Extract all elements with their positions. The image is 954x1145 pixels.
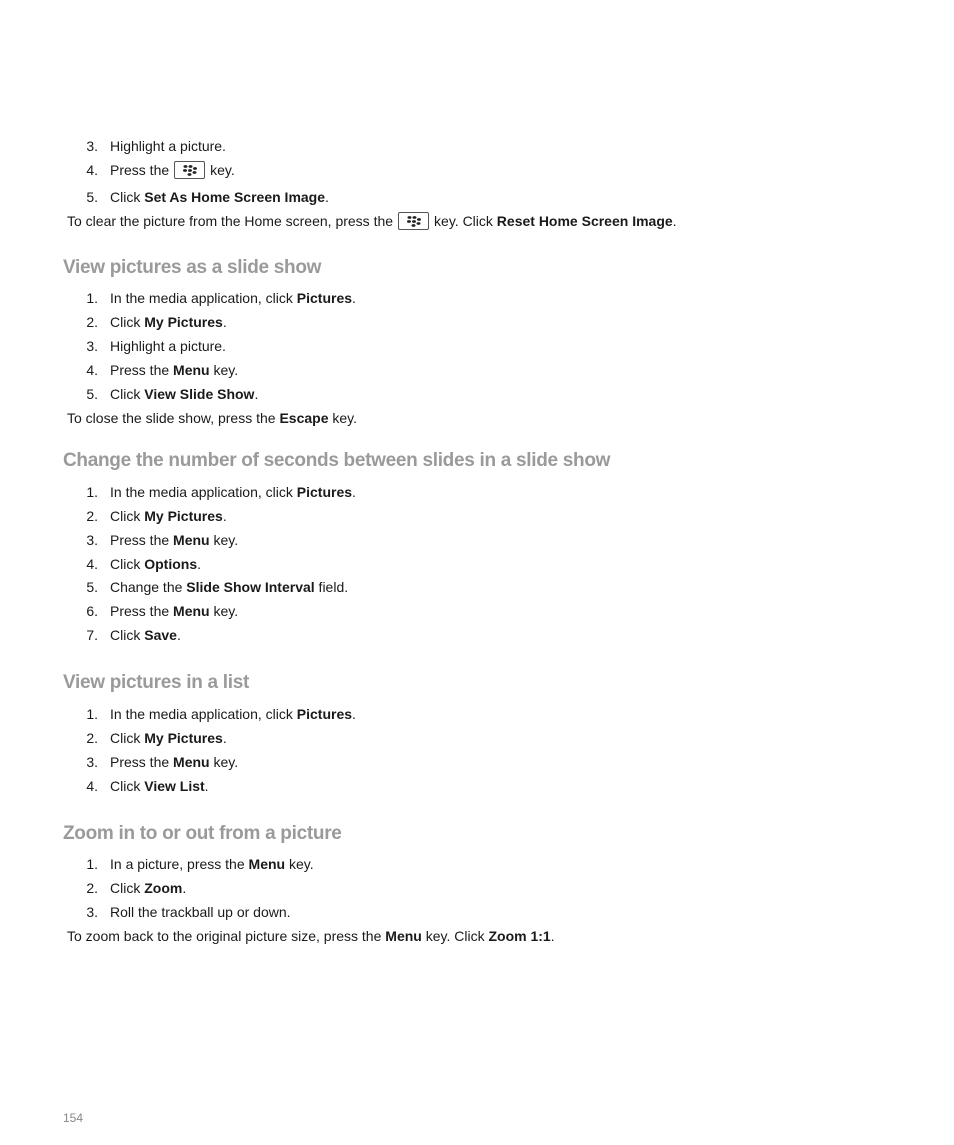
- step-text-pre: Press the: [110, 162, 170, 178]
- ui-label: Pictures: [296, 706, 353, 722]
- step-text-pre: Click: [110, 556, 145, 572]
- ui-label: Menu: [173, 532, 210, 548]
- step-text-pre: Press the: [110, 603, 174, 619]
- ui-label: My Pictures: [144, 314, 223, 330]
- step-text: [110, 728, 227, 748]
- step-text: [110, 482, 356, 502]
- ui-label: Pictures: [296, 484, 353, 500]
- ui-label: Zoom 1:1: [488, 928, 551, 944]
- step-text-pre: Click: [110, 778, 145, 794]
- note-pre: To clear the picture from the Home screen, press the: [67, 213, 394, 229]
- step-number: 4.: [86, 778, 98, 794]
- step-text: Highlight a picture.: [110, 138, 226, 154]
- step-text-pre: Click: [110, 508, 145, 524]
- step-text: [110, 776, 209, 796]
- step-text-pre: In the media application, click: [110, 706, 297, 722]
- step-number: 6.: [86, 603, 98, 619]
- step-number: 2.: [86, 314, 98, 330]
- step-text: [110, 878, 186, 898]
- step-text: [110, 160, 235, 180]
- step-text-post: key.: [210, 162, 235, 178]
- ui-label: Set As Home Screen Image: [144, 189, 326, 205]
- note-pre: To zoom back to the original picture size, press the: [67, 928, 386, 944]
- step-text: [110, 577, 348, 597]
- step-number: 3.: [86, 138, 98, 154]
- step-text-post: .: [176, 627, 181, 643]
- intro-note: [67, 211, 677, 231]
- note-post: .: [672, 213, 677, 229]
- ui-label: View List: [144, 778, 205, 794]
- step-number: 4.: [86, 556, 98, 572]
- ui-label: Menu: [248, 856, 286, 872]
- step-text-pre: Press the: [110, 362, 174, 378]
- ui-label: Options: [144, 556, 198, 572]
- step-text-post: .: [352, 290, 356, 306]
- note-post: .: [550, 928, 555, 944]
- step-text-post: .: [222, 508, 227, 524]
- step-text-post: .: [197, 556, 202, 572]
- ui-label: Menu: [385, 928, 422, 944]
- step-text-pre: In a picture, press the: [110, 856, 249, 872]
- step-number: 5.: [86, 386, 98, 402]
- ui-label: My Pictures: [144, 730, 223, 746]
- step-number: 5.: [86, 189, 98, 205]
- step-text-pre: Click: [110, 730, 145, 746]
- step-text-pre: Click: [110, 314, 145, 330]
- step-text-post: .: [352, 484, 356, 500]
- ui-label: View Slide Show: [144, 386, 255, 402]
- section-heading-slide-show: View pictures as a slide show: [63, 257, 322, 278]
- step-text: [110, 360, 238, 380]
- ui-label: Menu: [173, 362, 210, 378]
- step-number: 2.: [86, 508, 98, 524]
- step-text-post: .: [325, 189, 329, 205]
- step-number: 1.: [86, 706, 98, 722]
- step-text-post: key.: [209, 603, 239, 619]
- step-number: 4.: [86, 162, 98, 178]
- step-text-post: key.: [209, 362, 239, 378]
- step-text-pre: In the media application, click: [110, 484, 297, 500]
- step-text: [110, 530, 238, 550]
- blackberry-menu-key-icon: [398, 212, 429, 230]
- step-text-post: key.: [209, 754, 239, 770]
- note-mid: key. Click: [421, 928, 489, 944]
- step-text: [110, 384, 258, 404]
- step-text-post: .: [254, 386, 259, 402]
- step-text-pre: Click: [110, 189, 145, 205]
- ui-label: My Pictures: [144, 508, 223, 524]
- step-text-pre: Press the: [110, 532, 174, 548]
- step-text: Roll the trackball up or down.: [110, 904, 291, 920]
- step-text-pre: Click: [110, 627, 145, 643]
- ui-label: Menu: [173, 754, 210, 770]
- step-number: 1.: [86, 856, 98, 872]
- step-text-pre: In the media application, click: [110, 290, 297, 306]
- page-number: 154: [63, 1111, 84, 1125]
- step-text-pre: Click: [110, 880, 145, 896]
- step-number: 2.: [86, 880, 98, 896]
- step-text-pre: Press the: [110, 754, 174, 770]
- step-text: [110, 554, 201, 574]
- section-note: [67, 408, 357, 428]
- step-text: [110, 187, 329, 207]
- blackberry-menu-key-icon: [174, 161, 205, 179]
- step-text: [110, 854, 314, 874]
- note-mid: key. Click: [434, 213, 497, 229]
- step-text: [110, 312, 227, 332]
- note-pre: To close the slide show, press the: [67, 410, 280, 426]
- step-text: [110, 288, 356, 308]
- step-text: [110, 704, 356, 724]
- step-text: [110, 601, 238, 621]
- step-text-post: .: [182, 880, 187, 896]
- ui-label: Pictures: [296, 290, 353, 306]
- section-heading-list-view: View pictures in a list: [63, 672, 249, 693]
- ui-label: Slide Show Interval: [186, 579, 315, 595]
- step-number: 3.: [86, 904, 98, 920]
- step-number: 1.: [86, 484, 98, 500]
- ui-label: Zoom: [144, 880, 183, 896]
- ui-label: Menu: [173, 603, 210, 619]
- step-number: 3.: [86, 338, 98, 354]
- step-text-post: .: [352, 706, 356, 722]
- step-text-pre: Click: [110, 386, 145, 402]
- step-number: 7.: [86, 627, 98, 643]
- step-text: [110, 625, 181, 645]
- ui-label: Escape: [279, 410, 329, 426]
- section-heading-zoom: Zoom in to or out from a picture: [63, 823, 342, 844]
- note-post: key.: [328, 410, 358, 426]
- step-text-pre: Change the: [110, 579, 187, 595]
- step-text-post: .: [222, 730, 227, 746]
- step-text-post: field.: [314, 579, 349, 595]
- step-text: Highlight a picture.: [110, 338, 226, 354]
- step-number: 5.: [86, 579, 98, 595]
- step-number: 3.: [86, 532, 98, 548]
- step-text-post: .: [204, 778, 209, 794]
- step-number: 3.: [86, 754, 98, 770]
- step-text-post: key.: [209, 532, 239, 548]
- step-number: 4.: [86, 362, 98, 378]
- ui-label: Reset Home Screen Image: [496, 213, 673, 229]
- step-text: [110, 752, 238, 772]
- section-note: [67, 926, 555, 946]
- step-text-post: key.: [285, 856, 314, 872]
- step-text-post: .: [222, 314, 227, 330]
- section-heading-slide-interval: Change the number of seconds between slides in a slide show: [63, 450, 611, 471]
- ui-label: Save: [144, 627, 177, 643]
- step-number: 2.: [86, 730, 98, 746]
- step-text: [110, 506, 227, 526]
- step-number: 1.: [86, 290, 98, 306]
